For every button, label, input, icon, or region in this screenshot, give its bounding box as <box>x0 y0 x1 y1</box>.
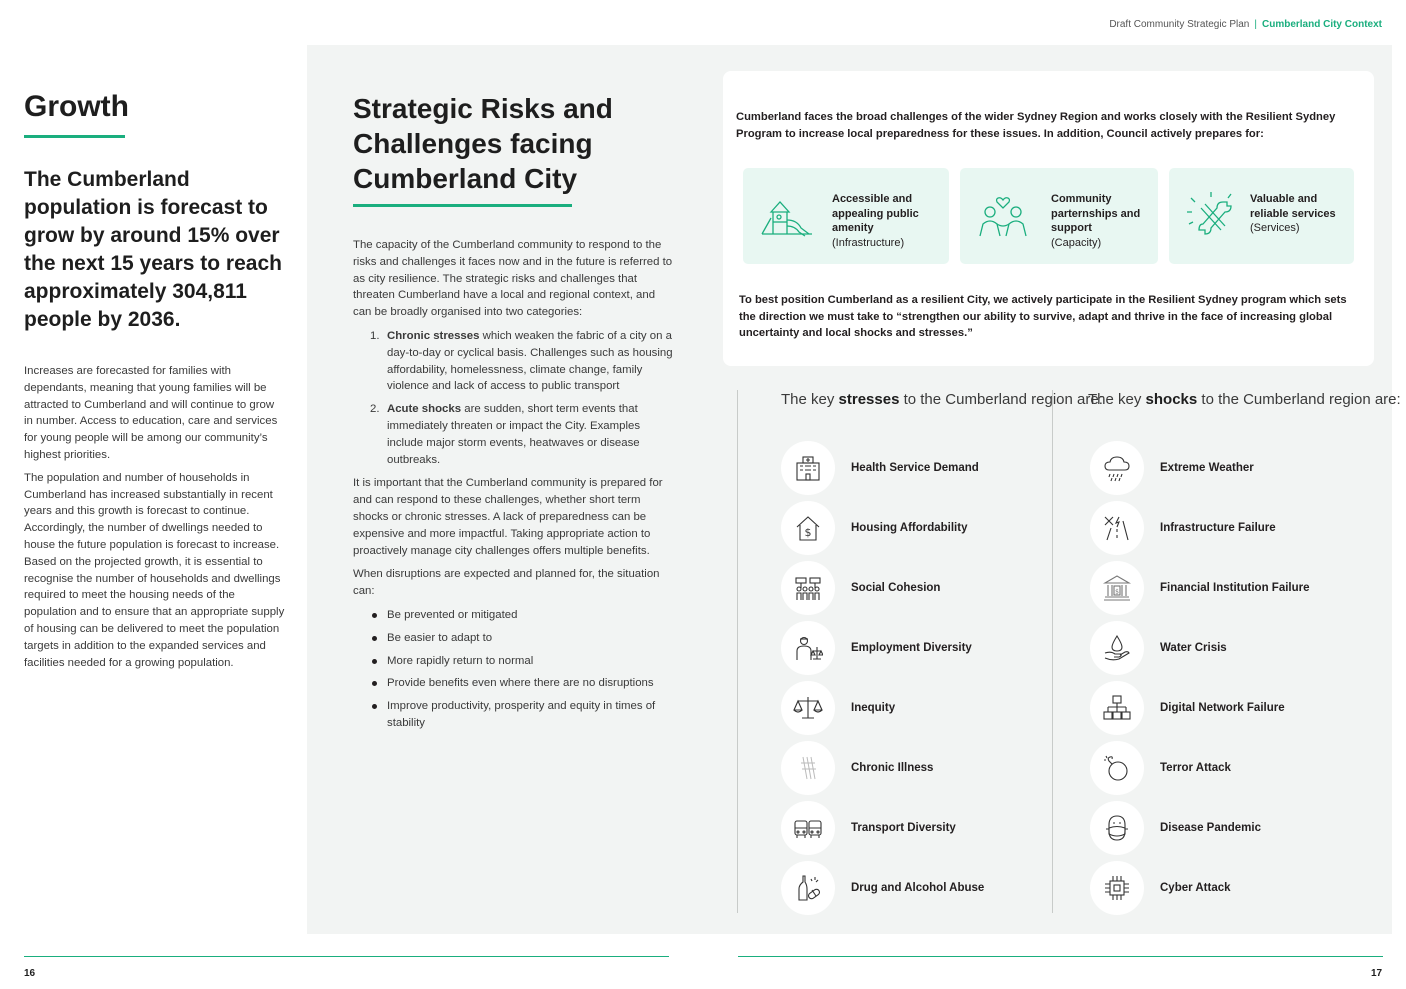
shock-label: Water Crisis <box>1160 642 1227 654</box>
tile-capacity <box>960 168 1158 264</box>
shock-label: Disease Pandemic <box>1160 822 1262 834</box>
risks-paragraph: It is important that the Cumberland community is prepared for and can respond to these challenges, whether short term shocks or chronic stresses. A lack of preparedness can be expensive and more impactful. Taking appropriate action to proactively manage city challenges offers multiple benefits. <box>353 477 663 557</box>
footer-rule-right <box>738 956 1383 957</box>
risk-category <box>353 328 673 395</box>
category-number: 2. <box>370 403 380 416</box>
shock-icon-circle <box>1090 861 1144 915</box>
bomb-icon <box>1102 753 1132 783</box>
card-intro: Cumberland faces the broad challenges of the wider Sydney Region and works closely with the Resilient Sydney Program to increase local preparedness for these issues. In addition, Council actively prepares for: <box>736 111 1336 140</box>
benefit-item: More rapidly return to normal <box>353 653 673 670</box>
risk-category <box>353 401 673 468</box>
stress-item <box>781 861 984 915</box>
shock-label: Terror Attack <box>1160 762 1231 774</box>
tile-text <box>832 192 942 250</box>
svg-text:$: $ <box>1115 588 1119 596</box>
heading-text: The key <box>781 391 839 408</box>
stress-item <box>781 801 956 855</box>
shock-item <box>1090 681 1285 735</box>
stress-icon-circle <box>781 621 835 675</box>
community-icon <box>974 190 1032 242</box>
card-outro: To best position Cumberland as a resilient City, we actively participate in the Resilient Sydney program which sets the direction we must take to “strengthen our ability to survive, adapt and thrive in the face of increasing global uncertainty and local shocks and stresses.” <box>739 294 1347 339</box>
shocks-heading <box>1088 391 1401 408</box>
growth-body <box>24 363 286 677</box>
tile-title: Community parternships and support <box>1051 193 1141 234</box>
benefit-list <box>353 607 673 732</box>
risk-categories <box>353 328 673 468</box>
shock-item <box>1090 621 1227 675</box>
stress-item <box>781 741 933 795</box>
stress-icon-circle <box>781 801 835 855</box>
water-drop-hand-icon <box>1102 633 1132 663</box>
stress-label: Employment Diversity <box>851 642 972 654</box>
risks-body <box>353 237 673 738</box>
tools-icon <box>1183 190 1241 242</box>
heading-text: to the Cumberland region are: <box>1197 391 1401 408</box>
page-number-right: 17 <box>1371 968 1383 979</box>
shock-item <box>1090 741 1231 795</box>
page-number-left: 16 <box>24 968 36 979</box>
face-mask-icon <box>1102 813 1132 843</box>
shock-item <box>1090 501 1276 555</box>
stress-label: Inequity <box>851 702 896 714</box>
growth-heading: Growth <box>24 90 129 123</box>
heading-text: The key <box>1088 391 1146 408</box>
stress-icon-circle <box>781 741 835 795</box>
house-dollar-icon <box>793 513 823 543</box>
risks-paragraph: When disruptions are expected and planned for, the situation can: <box>353 568 660 598</box>
stresses-heading <box>781 391 1103 408</box>
benefit-item: Improve productivity, prosperity and equity in times of stability <box>353 698 673 732</box>
bottle-pill-icon <box>793 873 823 903</box>
hospital-icon <box>793 453 823 483</box>
shock-label: Extreme Weather <box>1160 462 1254 474</box>
stress-icon-circle <box>781 861 835 915</box>
shock-label: Financial Institution Failure <box>1160 582 1310 594</box>
tile-subtitle: (Services) <box>1250 222 1300 234</box>
stresses-divider <box>737 390 738 913</box>
shock-icon-circle <box>1090 501 1144 555</box>
stress-label: Housing Affordability <box>851 522 968 534</box>
shock-item <box>1090 861 1231 915</box>
category-number: 1. <box>370 329 380 342</box>
tile-title: Accessible and appealing public amenity <box>832 193 919 234</box>
running-header <box>1109 19 1382 30</box>
doc-title: Draft Community Strategic Plan <box>1109 19 1250 30</box>
illness-icon <box>793 753 823 783</box>
footer-rule-left <box>24 956 669 957</box>
bus-train-icon <box>793 813 823 843</box>
stress-icon-circle <box>781 441 835 495</box>
stress-label: Health Service Demand <box>851 462 979 474</box>
shock-label: Cyber Attack <box>1160 882 1231 894</box>
heading-text: to the Cumberland region are: <box>899 391 1103 408</box>
network-icon <box>1102 693 1132 723</box>
heading-emphasis: shocks <box>1145 391 1198 408</box>
benefit-item: Provide benefits even where there are no disruptions <box>353 675 673 692</box>
shock-icon-circle <box>1090 441 1144 495</box>
svg-text:$: $ <box>804 526 812 539</box>
shocks-divider <box>1052 390 1053 913</box>
stress-label: Chronic Illness <box>851 762 934 774</box>
risks-heading-underline <box>353 204 572 207</box>
growth-paragraph: Increases are forecasted for families with dependants, meaning that young families will be attracted to Cumberland and will continue to grow in number. Access to education, care and services for young people will be among our community’s highest priorities. <box>24 365 278 461</box>
bank-icon <box>1102 573 1132 603</box>
shock-item <box>1090 801 1261 855</box>
shock-label: Infrastructure Failure <box>1160 522 1276 534</box>
heading-emphasis: stresses <box>838 391 900 408</box>
stress-item <box>781 441 979 495</box>
tile-infrastructure <box>743 168 949 264</box>
shock-item <box>1090 441 1254 495</box>
category-text: which weaken the fabric of a city on a day-to-day or cyclical basis. Challenges such as housing affordability, homelessness, climate change, family violence and lack of access to public transport <box>387 329 673 393</box>
risks-intro: The capacity of the Cumberland community to respond to the risks and challenges it faces now and in the future is referred to as city resilience. The strategic risks and challenges that threaten Cumberland have a local and regional context, and can be broadly organised into two categories: <box>353 239 673 319</box>
protest-icon <box>793 573 823 603</box>
stress-icon-circle <box>781 501 835 555</box>
benefit-item: Be easier to adapt to <box>353 630 673 647</box>
stress-icon-circle <box>781 561 835 615</box>
section-title: Cumberland City Context <box>1261 19 1382 30</box>
storm-cloud-icon <box>1102 453 1132 483</box>
category-term: Chronic stresses <box>387 329 480 342</box>
chip-icon <box>1102 873 1132 903</box>
stress-item <box>781 681 895 735</box>
shock-icon-circle <box>1090 561 1144 615</box>
tile-title: Valuable and reliable services <box>1250 193 1336 220</box>
shock-icon-circle <box>1090 741 1144 795</box>
growth-paragraph: The population and number of households in Cumberland has increased substantially in recent years and this growth is forecast to continue. Accordingly, the number of dwellings needed to house the future population is forecast to increase. Based on the projected growth, it is essential to recognise the number of households and dwellings required to meet the housing needs of the population and to ensure that an appropriate supply of housing can be delivered to meet the population targets in addition to the expanded services and facilities needed for a growing population. <box>24 471 285 669</box>
shock-icon-circle <box>1090 621 1144 675</box>
shock-icon-circle <box>1090 801 1144 855</box>
stress-item <box>781 621 972 675</box>
header-separator: | <box>1254 19 1257 30</box>
tile-subtitle: (Infrastructure) <box>832 236 905 249</box>
tile-subtitle: (Capacity) <box>1051 236 1102 249</box>
tile-services <box>1169 168 1354 264</box>
resilience-card <box>723 71 1374 366</box>
category-text: are sudden, short term events that immediately threaten or impact the City. Examples include major storm events, heatwaves or disease outbreaks. <box>387 403 641 466</box>
shock-item <box>1090 561 1310 615</box>
broken-road-icon <box>1102 513 1132 543</box>
stress-item <box>781 501 967 555</box>
tile-text <box>1250 192 1350 236</box>
shock-icon-circle <box>1090 681 1144 735</box>
stress-icon-circle <box>781 681 835 735</box>
worker-icon <box>793 633 823 663</box>
growth-lead: The Cumberland population is forecast to grow by around 15% over the next 15 years to reach approximately 304,811 people by 2036. <box>24 168 282 331</box>
scales-icon <box>793 693 823 723</box>
stress-label: Transport Diversity <box>851 822 956 834</box>
stress-item <box>781 561 940 615</box>
category-term: Acute shocks <box>387 403 462 416</box>
benefit-item: Be prevented or mitigated <box>353 607 673 624</box>
shock-label: Digital Network Failure <box>1160 702 1285 714</box>
stress-label: Drug and Alcohol Abuse <box>851 882 985 894</box>
stress-label: Social Cohesion <box>851 582 941 594</box>
risks-heading: Strategic Risks and Challenges facing Cumberland City <box>353 93 613 194</box>
growth-heading-underline <box>24 135 125 138</box>
tile-text <box>1051 192 1151 250</box>
playground-icon <box>757 190 815 242</box>
